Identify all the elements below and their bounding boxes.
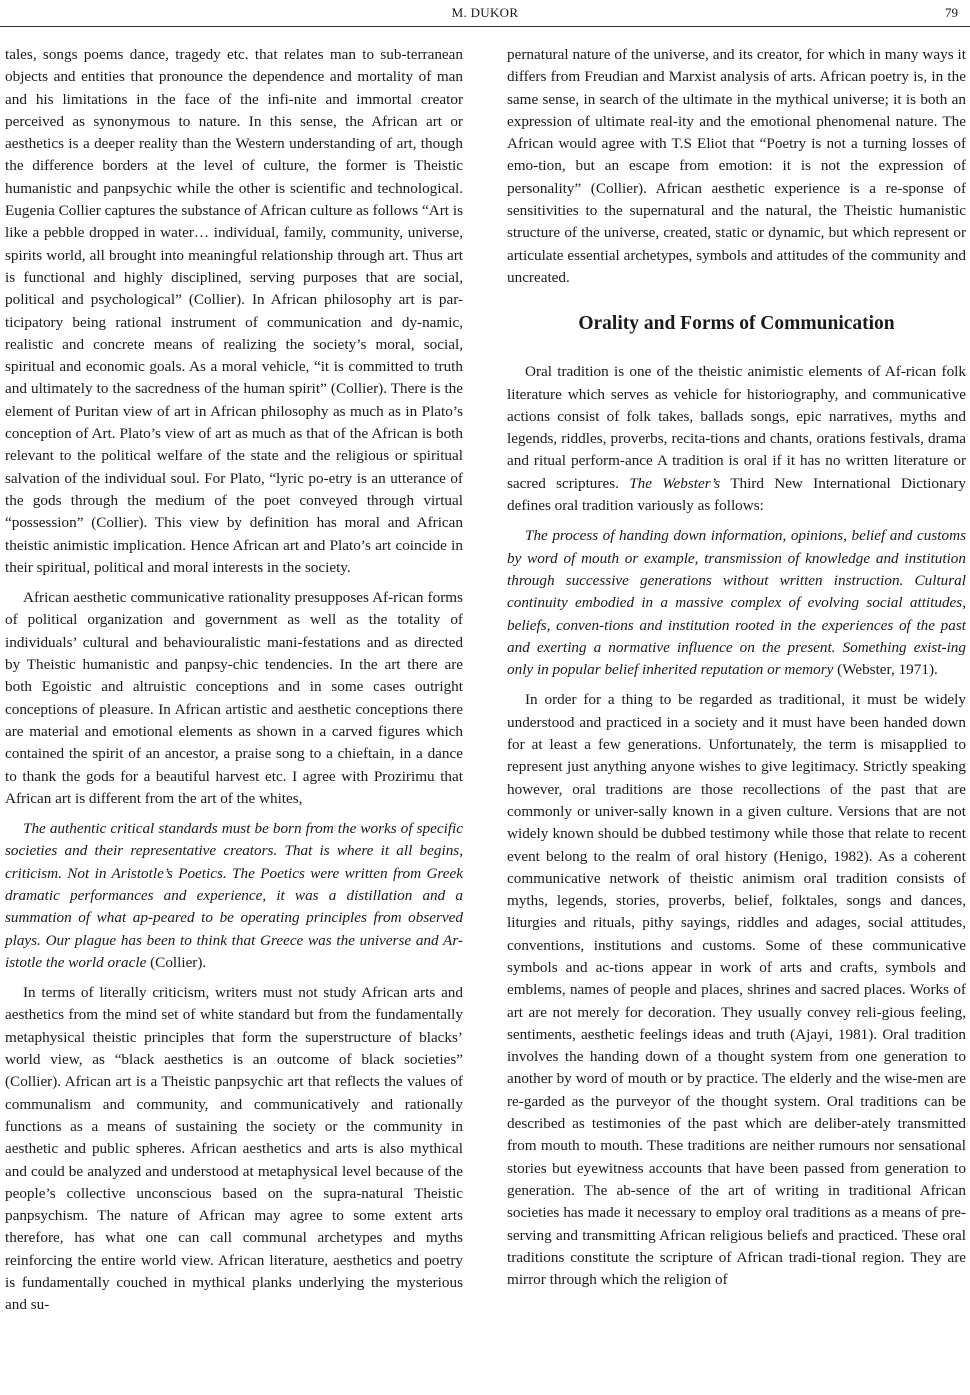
text-run: Oral tradition is one of the theistic animistic elements of Af-rican folk literature which serves as vehicle for historiography, and communicative actions consist of folk takes, ballads songs, epic narratives, myths and legends, riddles, proverbs, recita-tions and chants, orations festivals, drama and ritual perform-ance A tradition is oral if it has no written literature or sacred scriptures. xyxy=(507,363,966,492)
page-number: 79 xyxy=(945,5,958,20)
running-head: M. DUKOR xyxy=(451,5,519,20)
quote-citation: (Collier). xyxy=(146,953,207,971)
paragraph: pernatural nature of the universe, and its creator, for which in many ways it differs from Freudian and Marxist analysis of arts. African poetry is, in the same sense, in search of the ultimate in the mythical universe; it is both an expression of ultimate real-ity and the emotional phenomenal nature. The African would agree with T.S Eliot that “Poetry is not a turning losses of emo-tion, but an escape from emotion: it is not the expression of personality” (Collier). African aesthetic experience is a re-sponse of sensitivities to the supernatural and the natural, the Theistic humanistic structure of the universe, created, static or dynamic, but which represent or articulate essential archetypes, symbols and attitudes of the community and uncreated. xyxy=(507,46,966,286)
paragraph: In order for a thing to be regarded as traditional, it must be widely understood and practiced in a society and it must have been handed down for at least a few generations. Unfortunately, the term is misapplied to represent just anything anyone wishes to give legitimacy. Strictly speaking however, oral traditions are those recollections of the past that are commonly or univer-sally known in a given culture. Versions that are not widely known should be dubbed testimony while those that relate to recent event belong to the realm of oral history (Henigo, 1982). As a coherent communicative network of theistic animism oral tradition consists of myths, legends, stories, proverbs, belief, folktales, songs and dances, liturgies and rituals, pithy sayings, riddles and adages, social attitudes, conventions, institutions and customs. Some of these communicative symbols and ac-tions appear in work of arts and crafts, symbols and emblems, names of people and places, shrines and sacred places. Works of art are not merely for decoration. They usually convey reli-gious feeling, sentiments, aesthetic feelings ideas and truth (Ajayi, 1981). Oral tradition involves the handing down of a thought system from one generation to another by word of mouth or by practice. The elderly and the wise-men are re-garded as the purveyor of the thought system. Oral traditions can be described as testimonies of the past which are deliber-ately transmitted from mouth to mouth. These traditions are neither rumours nor sensational stories but eyewitness accounts that have been passed from generation to generation. The ab-sence of the art of writing in traditional African societies has made it necessary to employ oral traditions as a means of pre-serving and transmitting African religious beliefs and practiced. These oral traditions constitute the scripture of African tradi-tional region. They are mirror through which the religion of xyxy=(507,691,966,1289)
text-run: Third New International Dictionary defines oral tradition variously as follows: xyxy=(507,474,966,515)
paragraph xyxy=(507,361,966,517)
paragraph: In terms of literally criticism, writers must not study African arts and aesthetics from the mind set of white standard but from the fundamentally metaphysical theistic principles that form the superstructure of blacks’ world view, as “black aesthetics is an outcome of black societies” (Collier). African art is a Theistic panpsychic art that reflects the values of communalism and community, and communicatively and rationally functions as a means of sustaining the society or the community in aesthetic and public spheres. African aesthetics and arts is also mythical and could be analyzed and understood at metaphysical level because of the people’s collective unconscious based on the supra-natural Theistic panpsychism. The nature of African may agree to some extent arts therefore, has what one can call communal archetypes and myths reinforcing the entire world view. African literature, aesthetics and poetry is fundamentally couched in mythical planks underlying the mysterious and su- xyxy=(5,984,463,1314)
publication-title: The Webster’s xyxy=(629,474,721,492)
quote-text: The process of handing down information, opinions, belief and customs by word of mouth or example, transmission of knowledge and institution through successive generations without written instruction. Cultural continuity embodied in a massive complex of evolving social attitudes, beliefs, conven-tions and institution rooted in the experiences of the past and exerting a normative influence on the present. Something exist-ing only in popular belief inherited reputation or memory xyxy=(507,527,966,679)
section-heading: Orality and Forms of Communication xyxy=(578,313,895,335)
block-quote xyxy=(507,525,966,681)
paragraph: African aesthetic communicative rationality presupposes Af-rican forms of political organization and government as well as the totality of individuals’ cultural and behaviouralistic mani-festations and as directed by Theistic humanistic and panpsy-chic tendencies. In the art there are both Egoistic and altruistic conceptions and in some cases outright conceptions of pleasure. In African artistic and aesthetic conceptions there are material and emotional elements as shown in a carved figures which contained the spirit of an ancestor, a praise song to a chieftain, in a dance to thank the gods for a beautiful harvest etc. I agree with Prozirimu that African art is different from the art of the whites, xyxy=(5,589,463,807)
page-header xyxy=(0,0,970,27)
block-quote xyxy=(5,818,463,974)
quote-citation: (Webster, 1971). xyxy=(833,661,938,679)
paragraph: tales, songs poems dance, tragedy etc. that relates man to sub-terranean objects and entities that pronounce the dependence and mortality of man and his limitations in the face of the infi-nite and immortal creator perceived as synonymous to nature. In this sense, the African art or aesthetics is a deeper reality than the Western understanding of art, though the difference borders at the level of culture, the former is Theistic humanistic and panpsychic while the other is scientific and technological. Eugenia Collier captures the substance of African culture as follows “Art is like a pebble dropped in water… individual, family, community, universe, spirits world, all brought into meaningful relationship through art. Thus art is functional and highly disciplined, serving purposes that are social, political and psychological” (Collier). In African philosophy art is par-ticipatory being rational instrument of communication and dy-namic, realistic and concrete means of realizing the society’s moral, social, spiritual and economic goals. As a moral vehicle, “it is committed to truth and ultimately to the sacredness of the human spirit” (Collier). There is the element of Puritan view of art in African philosophy as much as in Plato’s conception of Art. Plato’s view of art as much as that of the African is both relevant to the political welfare of the state and the religious or spiritual salvation of the individual soul. For Plato, “lyric po-etry is an utterance of the gods through the medium of the poet conveyed through virtual “possession” (Collier). This view by definition has moral and African theistic animistic implication. Hence African art and Plato’s art coincide in their spiritual, political and moral interests in the society. xyxy=(5,46,463,576)
right-column xyxy=(507,44,966,1291)
quote-text: The authentic critical standards must be born from the works of specific societies and their representative creators. That is where it all begins, criticism. Not in Aristotle’s Poetics. The Poetics were written from Greek dramatic performances and experience, it was a distillation and a summation of what ap-peared to be operating principles from observed plays. Our plague has been to think that Greece was the universe and Ar-istotle the world oracle xyxy=(5,820,463,971)
left-column xyxy=(5,44,463,1317)
